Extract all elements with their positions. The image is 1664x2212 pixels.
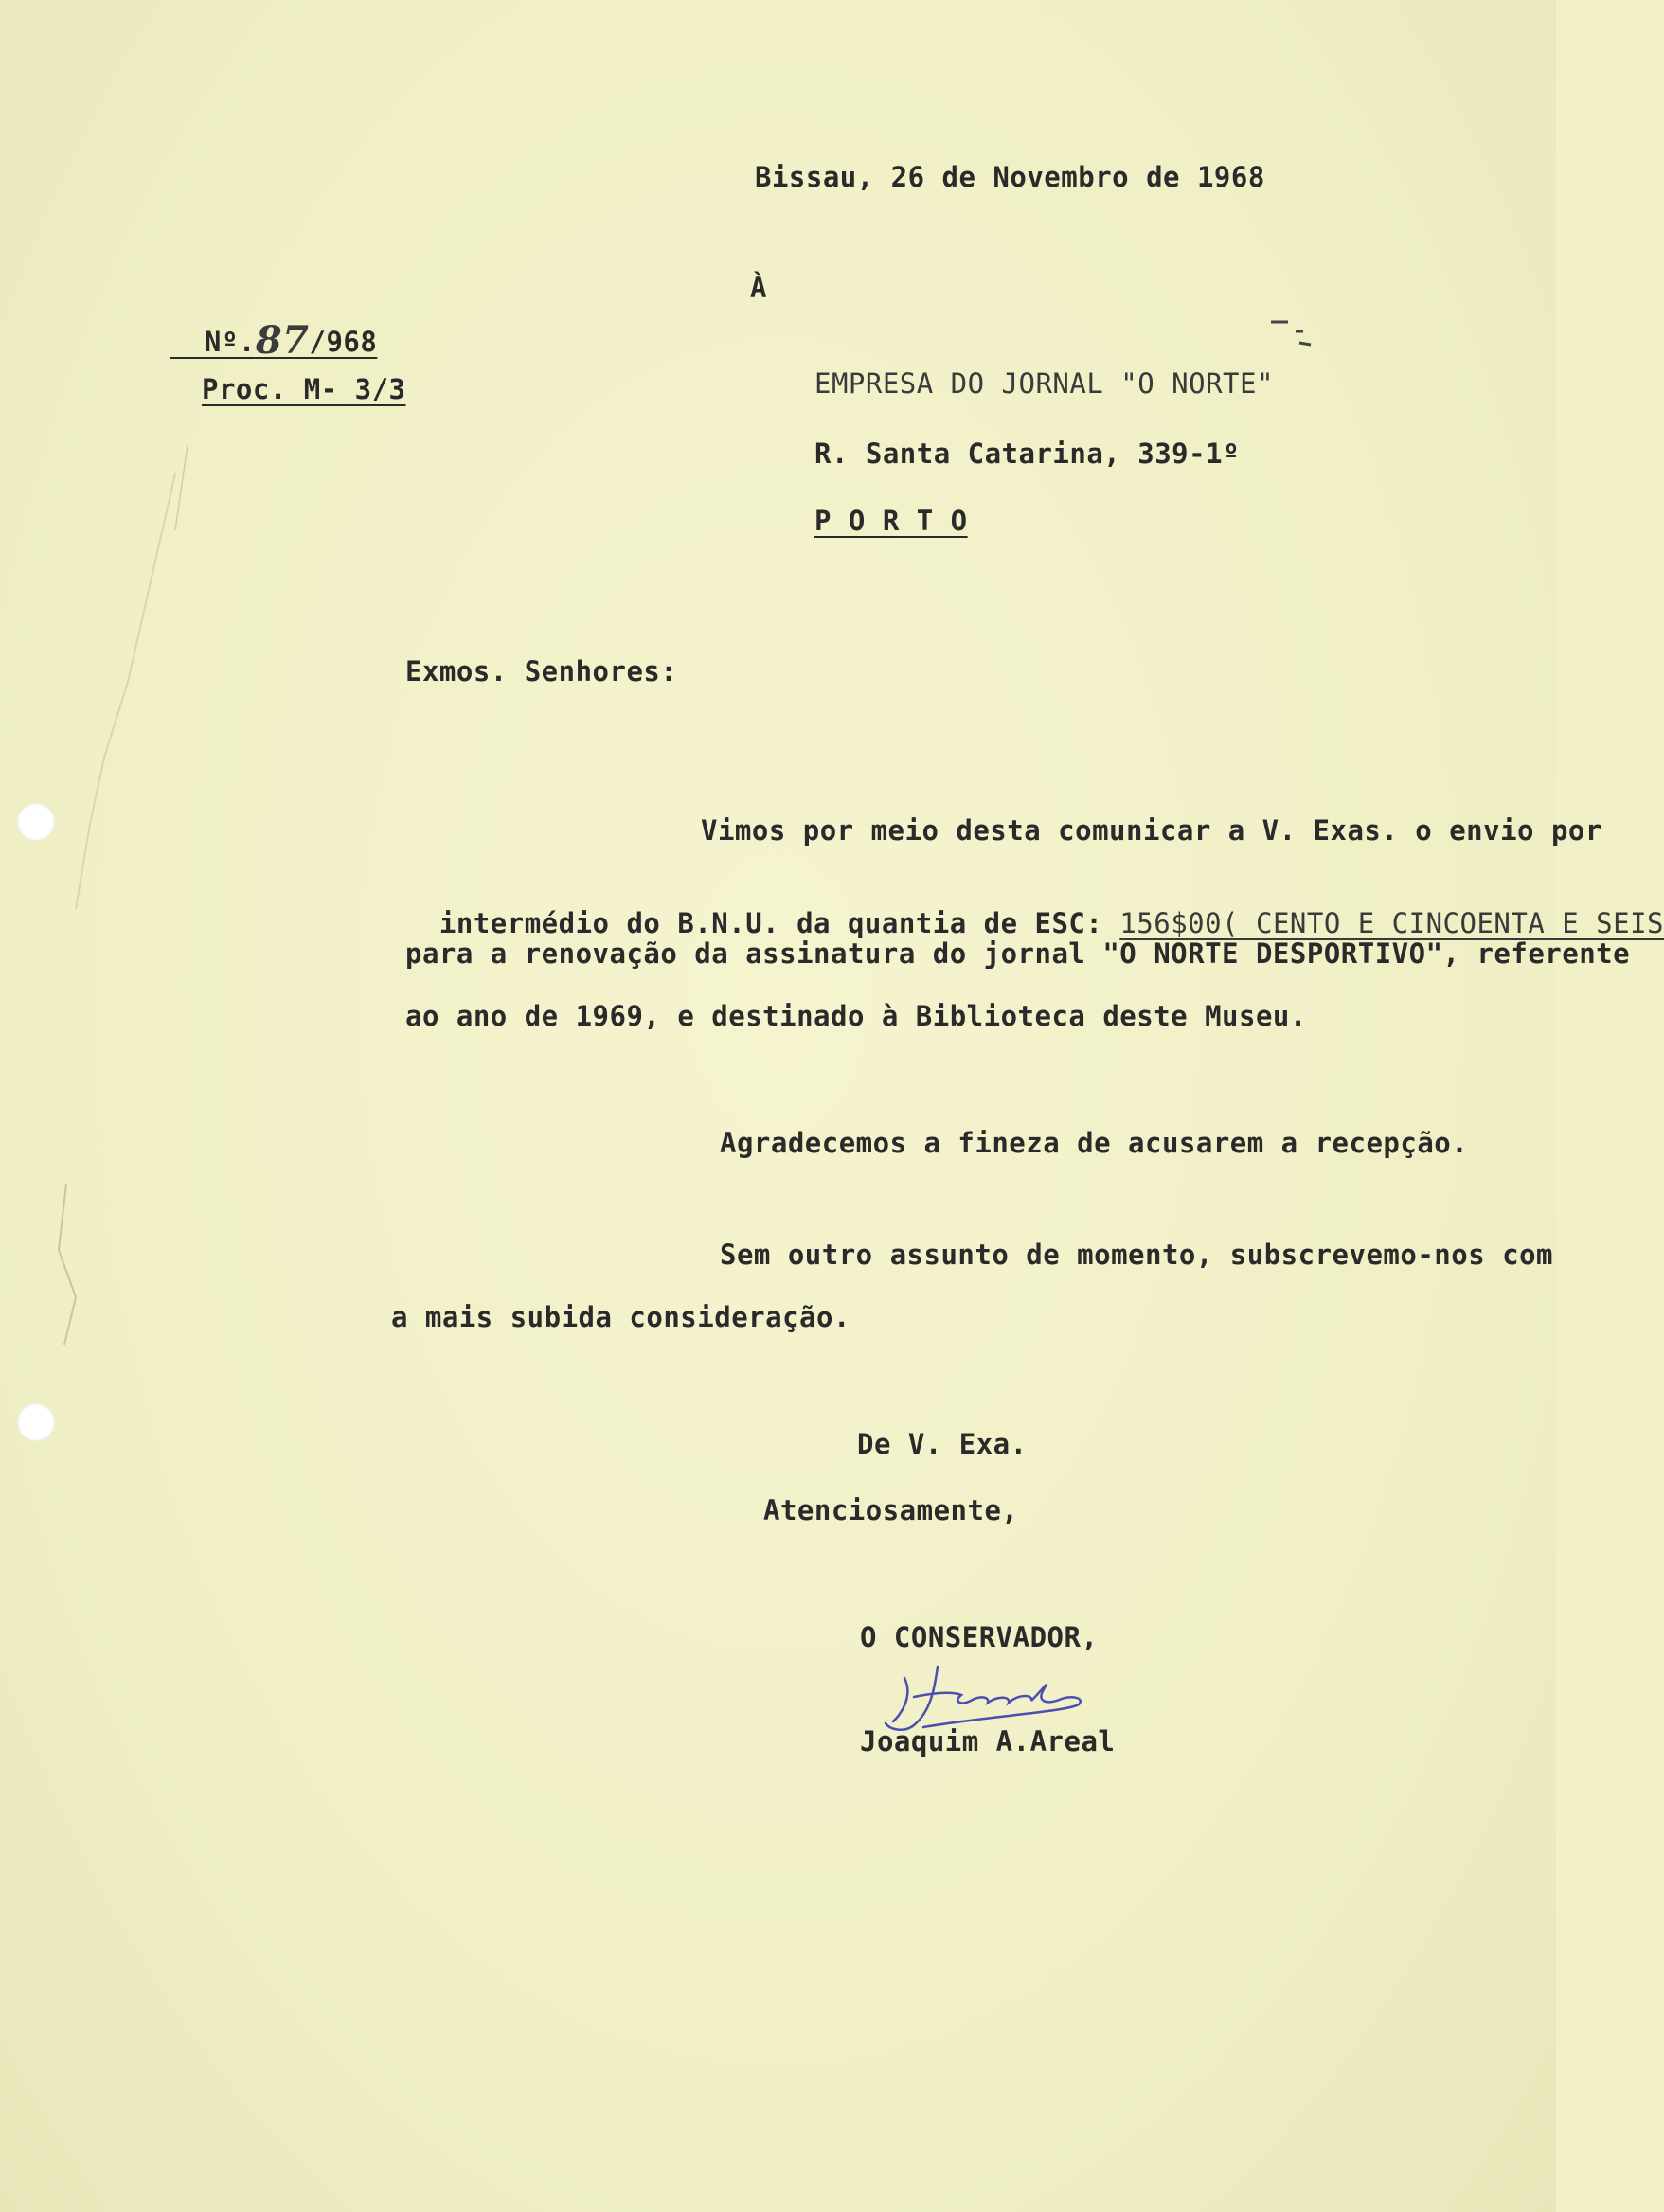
body-line-2	[405, 875, 1664, 939]
punch-hole-bottom	[17, 1403, 55, 1441]
closing-de-v-exa: De V. Exa.	[857, 1428, 1028, 1460]
signatory-title: O CONSERVADOR,	[860, 1621, 1099, 1653]
amount-text: 156$00( CENTO E CINCOENTA E SEIS	[1119, 907, 1664, 939]
paragraph-closing-line-2: a mais subida consideração.	[391, 1301, 850, 1333]
recipient-street: R. Santa Catarina, 339-1º	[814, 437, 1240, 470]
recipient-city: P O R T O	[814, 505, 968, 537]
signatory-name: Joaquim A.Areal	[860, 1725, 1116, 1757]
reference-prefix: Nº.	[204, 326, 256, 358]
body-line-4: ao ano de 1969, e destinado à Biblioteca deste Museu.	[405, 1000, 1307, 1032]
body-line-3: para a renovação da assinatura do jornal "O NORTE DESPORTIVO", referente	[405, 937, 1631, 970]
paragraph-thanks: Agradecemos a fineza de acusarem a recepção.	[720, 1127, 1469, 1159]
stray-ink-mark	[1269, 312, 1316, 360]
recipient-name: EMPRESA DO JORNAL "O NORTE"	[814, 367, 1274, 400]
date-line: Bissau, 26 de Novembro de 1968	[755, 161, 1265, 193]
reference-number	[170, 284, 377, 361]
closing-atenciosamente: Atenciosamente,	[763, 1494, 1019, 1526]
paragraph-closing-line-1: Sem outro assunto de momento, subscrevemo-nos com	[720, 1239, 1554, 1271]
body-line-2-text: intermédio do B.N.U. da quantia de ESC:	[438, 907, 1120, 939]
recipient-marker: À	[750, 272, 767, 304]
reference-suffix: /968	[309, 326, 378, 358]
process-reference: Proc. M- 3/3	[202, 373, 406, 405]
salutation: Exmos. Senhores:	[405, 655, 678, 687]
body-line-1: Vimos por meio desta comunicar a V. Exas. o envio por	[701, 814, 1602, 847]
reference-handwritten-number: 87	[255, 318, 310, 363]
punch-hole-top	[17, 803, 55, 841]
